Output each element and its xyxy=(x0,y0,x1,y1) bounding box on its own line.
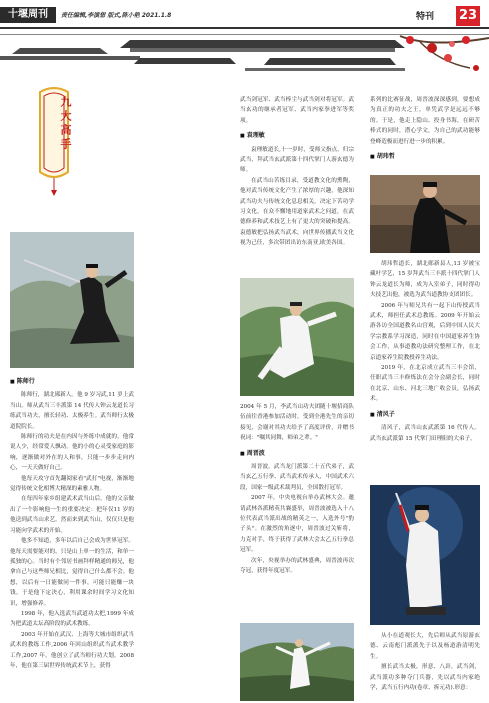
paragraph: 系列的比赛征战，周晋波深深感到，要想成为真正的功夫之王，单凭武学是远远不够的。于是，他走上隐山、投身书海，在研苦棒式的同时，潜心学文，为自己的武功能够登峰造极而进行进一步的积累。 xyxy=(370,97,480,145)
photo-zhou-jinbo xyxy=(240,623,354,701)
paragraph: 2019 年，在北京成立武当三丰会馆，任职武当三丰修炼法在会分会副会长，同时在北京、山东、河北三地广收会员，弘扬武术。 xyxy=(370,365,480,403)
paragraph: 清风子，武当山玄武派第 16 代传人。武当玄武派第 15 代掌门田理阳的大弟子。 xyxy=(370,425,480,442)
photo-chen-shixing xyxy=(10,232,134,368)
paragraph: 袁理敏道长,十一岁时，受师父指点，归宗武当，拜武当玄武派第十四代掌门人游玄德为师。 xyxy=(240,146,354,174)
profile-column-3-top xyxy=(370,95,480,165)
paragraph: 从小在道观长大，先后师从武当原游玄德、云南彪门派派先于以及杨道游清明先生。 xyxy=(370,633,480,660)
profile-column-1 xyxy=(10,374,134,671)
paragraph: 1998 年，他入选武当武道功太把,1999 年成为把武道太坛高阶段的武术教练。 xyxy=(10,610,134,628)
paragraph: 次年，央视举办的武林盛典，周晋波再次夺冠，获得年度冠军。 xyxy=(240,557,354,575)
plum-blossom-icon xyxy=(400,36,489,71)
profile-column-2-top xyxy=(240,95,354,249)
paragraph: 2003 年开始在武汉、上海等大城市组织武当武术的教练工作,2006 年回山组织武当武术教学工作,2007 年，他创立了武当师行功大划。2008 年，他在第三届世界传统武术节上，获得 xyxy=(10,631,134,669)
paragraph: 在武当山苦练目录，受道教文化的熏陶，他对武当传统文化产生了浓厚的兴趣，他深知武当功夫与传统文化息息相关，决定下苦功学习文化，在众不懈地用道家武术之问道，在武德修养和武术技艺上有了更大的突破和提高。袁德敏把弘扬武当武术，向世界传播武当文化视为己任，多次带团出访东南亚,欧美各国。 xyxy=(240,177,354,247)
paragraph: 周晋波，武当龙门派第二十五代弟子，武当玄乙五行拳、武当武术传承人，中国武术六段，国家一级武术裁判员，全国散打冠军。 xyxy=(240,464,354,491)
profile-name: ■ 周晋波 xyxy=(240,449,354,459)
photo-hu-weizhe xyxy=(370,175,480,253)
paragraph: 陈师行的功夫是在内因与外练中成就的。他常说人少，经常爱人飘动。他的小的心灵受家庭的影响，逐渐做对外在的人和事，只能一步步走向内心，一天天做好自己。 xyxy=(10,434,134,472)
profile-name: ■ 袁理敏 xyxy=(240,131,354,141)
paragraph: 擅长武当太极，形意、八卦，武当剑，武当派功多种夺门兵器，先以武当内家绝学，武当五行内功(卷章、拆元功).形意： xyxy=(370,664,480,692)
paragraph: 他多不知道，多年以后自己会成为世界冠军。他每天需要能对的，只是山上单一的生活，和单一孤独的心。当时有个邻居书画拜样精通的师兄，他拿自己与这些师兄相比，觉得自己什么都不会。他想，以后有一日能做同一件事，可能只能赚一块钱。于是他下定决心，利用课余时间学习文化知识，增强修养。 xyxy=(10,538,134,607)
profile-column-3-middle xyxy=(370,259,480,444)
paragraph: 胡玮哲道长，湖北郧新县人,13 岁被宝藏叶学艺，15 岁拜武当三丰派十四代掌门人钟云龙道长为师，成为入室弟子，同时得功夫技艺出他，被选为武当道教协支团团长。 xyxy=(370,261,480,299)
paragraph: 武当剑冠军、武当棒尘与武当剑对将冠军。武当玄功的继承者冠军、武当内家拳进军等奖项。 xyxy=(240,97,354,124)
editor-credits: 责任编辑,李演想 版式,陈小艳 2021.1.8 xyxy=(61,12,172,19)
profile-name: ■ 陈师行 xyxy=(10,377,134,387)
banner-title: 九大高手 xyxy=(59,96,72,152)
publication-brand: 十堰周刊 xyxy=(0,7,56,23)
profile-column-2-bottom xyxy=(240,402,354,577)
paragraph: 他每天攻守首先翻阅家看"武打"电视，渐渐地觉得传统文化相博大精深的素雅人物。 xyxy=(10,475,134,493)
roof-eaves-decoration xyxy=(0,28,489,80)
page-number: 23 xyxy=(456,6,480,26)
paragraph: 2007 年，中央电视台举办武林大会。邀请武林各派精英共襄盛举，周晋波被选入十八位代表武当派出战的精英之一，入选外号"豹子头"。在激烈的角逐中，周晋波过关斩将，力克对手，终于获得了武林大会太乙五行拳总冠军。 xyxy=(240,495,354,554)
photo-qingfengzi xyxy=(370,485,480,625)
profile-column-3-bottom xyxy=(370,631,480,693)
profile-name: ■ 清风子 xyxy=(370,410,480,420)
paragraph: 陈师行，湖北郧新人。他 9 岁习武,11 岁上武当山。师从武当三丰派第 14 代传人钟云龙道长习练武当功夫，擅长轻功、太极养生。武当师行太极道院院长。 xyxy=(10,392,134,430)
photo-yuan-limin xyxy=(240,278,354,396)
section-label: 特刊 xyxy=(416,12,435,22)
profile-name: ■ 胡玮哲 xyxy=(370,152,480,162)
paragraph: 2006 年与师兄共有一起下山传授武当武术，师担任武术总教练。2009 年开始云游各访全国道教名山宫观，后到中国人民大学宗教系学习深造，同时在中国道家养生协会工作，从事道教功法研究整理工作，在北京道家养生院教授养生功法。 xyxy=(370,302,480,361)
photo-caption: 2004 年 5 月，李武当山功夫团随十堰招商队伍前往香港参加活动时，受到全港先生的亲切接见，会谢对其功夫给予了高度评价，并赠书祝词："嘱其同舞，师弟之辈。" xyxy=(240,404,354,442)
paragraph: 在每四年家乡组建武术武当山后，他的父亲做出了一个影响他一生的重要决定：把年仅11 岁的他送到武当山求艺。然而来到武当山，仅仅只是他习能向学武术的开始。 xyxy=(10,496,134,534)
